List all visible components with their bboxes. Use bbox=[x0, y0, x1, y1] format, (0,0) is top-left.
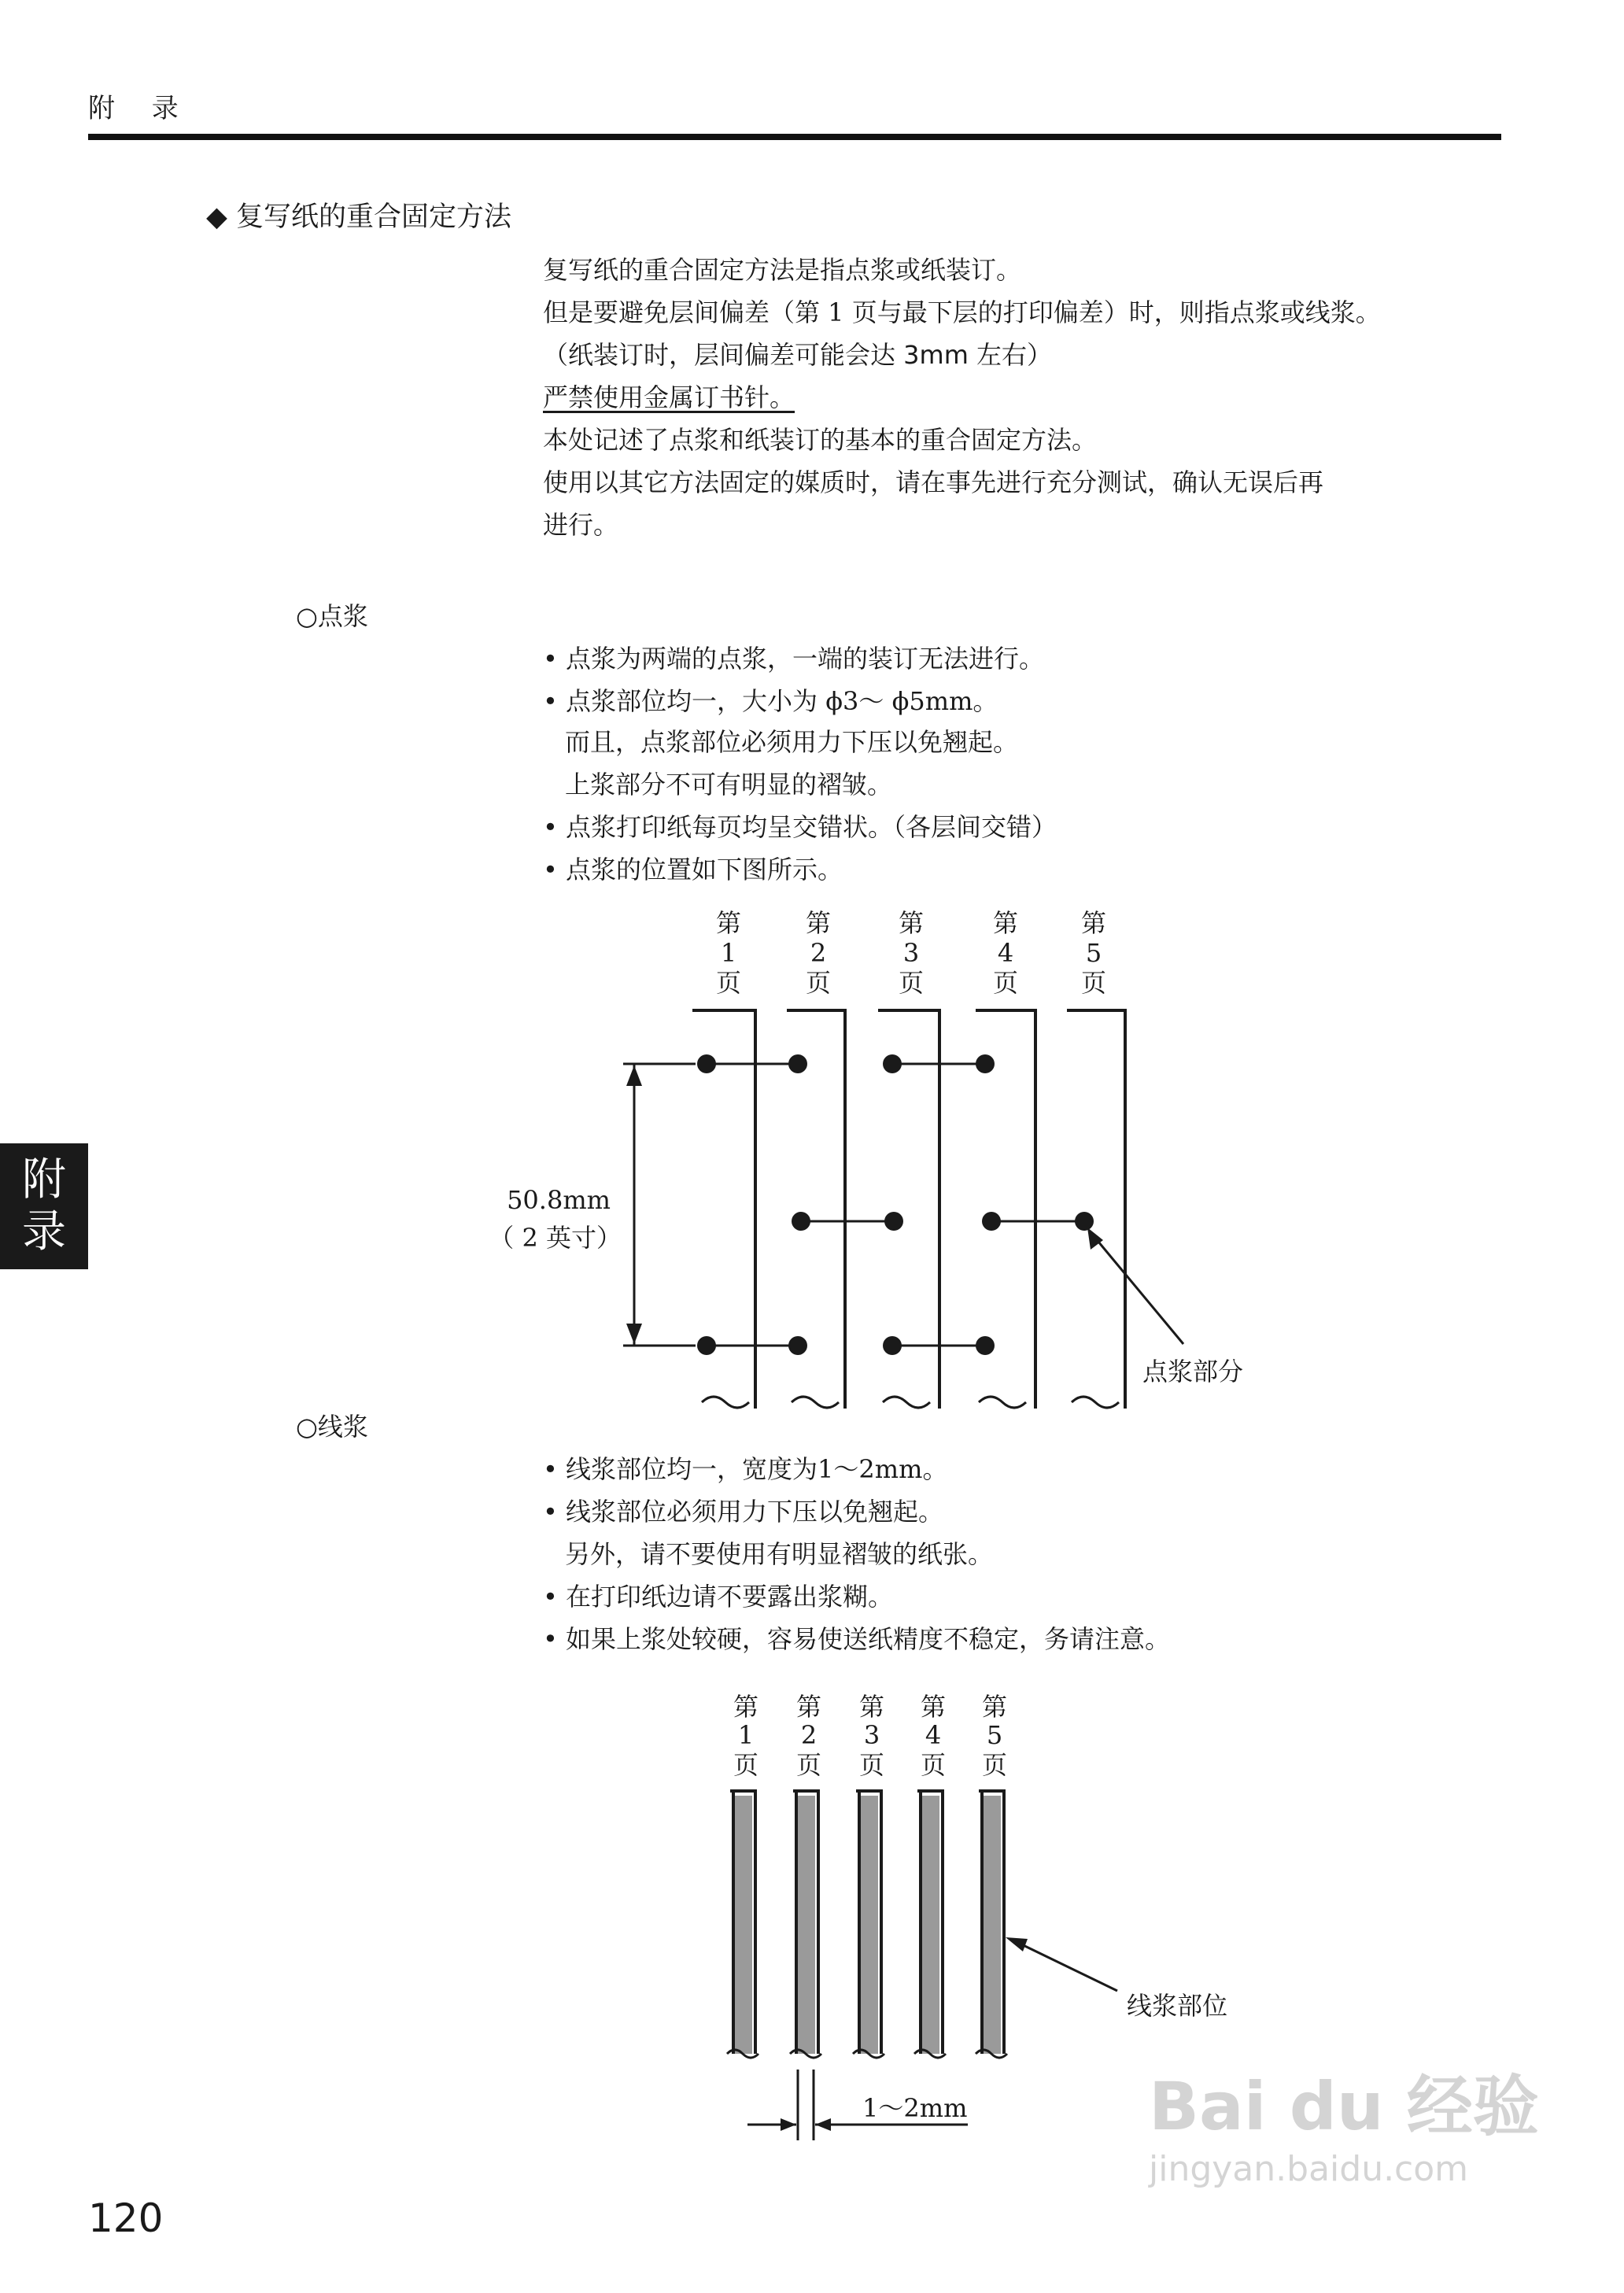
line-callout-label: 线浆部位 bbox=[1127, 1991, 1228, 2021]
line-page-label-2-unit: 页 bbox=[795, 1750, 822, 1780]
dot-page-label-4-char: 第 bbox=[992, 908, 1019, 938]
width-label: 1～2mm bbox=[862, 2093, 968, 2123]
glue-strip bbox=[859, 1796, 878, 2054]
line-page-label-2-num: 2 bbox=[800, 1720, 818, 1750]
dot-glue-bullet-2-cont-1: 而且，点浆部位必须用力下压以免翘起。 bbox=[565, 727, 1019, 757]
dot-page-label-2-char: 第 bbox=[805, 908, 832, 938]
line-page-label-4-num: 4 bbox=[925, 1720, 942, 1750]
dot-page-label-3-char: 第 bbox=[898, 908, 925, 938]
line-page-label-1-num: 1 bbox=[737, 1720, 755, 1750]
page-number: 120 bbox=[88, 2195, 164, 2241]
running-header: 附 录 bbox=[88, 93, 193, 124]
intro-line-7: 进行。 bbox=[543, 510, 619, 540]
line-page-label-4-unit: 页 bbox=[920, 1750, 947, 1780]
glue-strip bbox=[982, 1796, 1001, 2054]
intro-line-1: 复写纸的重合固定方法是指点浆或纸装订。 bbox=[543, 255, 1022, 285]
dot-glue-heading: ○点浆 bbox=[296, 601, 368, 631]
line-page-label-3-unit: 页 bbox=[858, 1750, 885, 1780]
line-page-label-5-num: 5 bbox=[986, 1720, 1003, 1750]
line-page-label-1-char: 第 bbox=[733, 1692, 759, 1722]
intro-warning: 严禁使用金属订书针。 bbox=[543, 382, 795, 412]
width-arrow-right bbox=[815, 2118, 831, 2131]
line-page-label-5-unit: 页 bbox=[981, 1750, 1008, 1780]
line-page-label-4-char: 第 bbox=[920, 1692, 947, 1722]
width-arrow-left bbox=[781, 2118, 796, 2131]
dot-page-label-5-char: 第 bbox=[1080, 908, 1107, 938]
side-tab-line-2: 录 bbox=[22, 1206, 66, 1257]
dot-callout-label: 点浆部分 bbox=[1142, 1357, 1244, 1387]
dot-page-label-5-num: 5 bbox=[1085, 938, 1102, 968]
glue-strip bbox=[733, 1796, 752, 2054]
line-glue-sheets bbox=[733, 1796, 1001, 2054]
intro-line-3: （纸装订时，层间偏差可能会达 3mm 左右） bbox=[543, 340, 1053, 370]
intro-line-6: 使用以其它方法固定的媒质时，请在事先进行充分测试，确认无误后再 bbox=[543, 467, 1324, 497]
line-page-label-3-char: 第 bbox=[858, 1692, 885, 1722]
dot-page-label-1-num: 1 bbox=[720, 938, 737, 968]
dot-page-label-2-unit: 页 bbox=[805, 968, 832, 998]
dot-page-label-2-num: 2 bbox=[810, 938, 827, 968]
side-tab bbox=[0, 1143, 88, 1269]
line-callout-leader bbox=[1013, 1940, 1117, 1991]
watermark-url: jingyan.baidu.com bbox=[1149, 2149, 1469, 2189]
intro-line-5: 本处记述了点浆和纸装订的基本的重合固定方法。 bbox=[543, 425, 1098, 455]
line-page-label-2-char: 第 bbox=[795, 1692, 822, 1722]
dot-glue-bullet-2-cont-2: 上浆部分不可有明显的褶皱。 bbox=[565, 770, 893, 799]
dimension-value: 50.8mm bbox=[507, 1185, 611, 1215]
dot-glue-bullet-2: • 点浆部位均一，大小为 ϕ3～ ϕ5mm。 bbox=[543, 686, 998, 716]
section-title: ◆ 复写纸的重合固定方法 bbox=[206, 201, 512, 233]
dot-page-label-3-unit: 页 bbox=[898, 968, 925, 998]
line-page-label-1-unit: 页 bbox=[733, 1750, 759, 1780]
side-tab-line-1: 附 bbox=[22, 1154, 66, 1206]
dot-page-label-4-num: 4 bbox=[997, 938, 1014, 968]
dot-glue-bullet-3: • 点浆打印纸每页均呈交错状。（各层间交错） bbox=[543, 812, 1057, 842]
dot-page-label-1-char: 第 bbox=[715, 908, 742, 938]
dot-glue-bullet-1: • 点浆为两端的点浆，一端的装订无法进行。 bbox=[543, 644, 1045, 674]
dimension-inch: （ 2 英寸） bbox=[489, 1223, 622, 1253]
line-glue-bullet-4: • 如果上浆处较硬，容易使送纸精度不稳定，务请注意。 bbox=[543, 1624, 1171, 1654]
watermark bbox=[1149, 2054, 1539, 2189]
glue-strip bbox=[921, 1796, 939, 2054]
line-glue-bullet-1: • 线浆部位均一，宽度为1～2mm。 bbox=[543, 1454, 948, 1484]
line-page-label-3-num: 3 bbox=[863, 1720, 880, 1750]
line-glue-bullet-2: • 线浆部位必须用力下压以免翘起。 bbox=[543, 1497, 944, 1527]
line-glue-heading: ○线浆 bbox=[296, 1412, 368, 1442]
dot-page-label-5-unit: 页 bbox=[1080, 968, 1107, 998]
line-callout-arrowhead bbox=[1006, 1937, 1028, 1951]
dot-page-label-4-unit: 页 bbox=[992, 968, 1019, 998]
line-glue-bullet-3: • 在打印纸边请不要露出浆糊。 bbox=[543, 1582, 894, 1612]
line-glue-bullet-2-cont: 另外，请不要使用有明显褶皱的纸张。 bbox=[565, 1539, 994, 1569]
glue-strip bbox=[796, 1796, 815, 2054]
dot-glue-bullet-4: • 点浆的位置如下图所示。 bbox=[543, 855, 843, 884]
intro-line-2: 但是要避免层间偏差（第 1 页与最下层的打印偏差）时，则指点浆或线浆。 bbox=[543, 297, 1381, 327]
dot-page-label-3-num: 3 bbox=[902, 938, 920, 968]
watermark-brand: Bai du 经验 bbox=[1149, 2068, 1539, 2145]
dot-page-label-1-unit: 页 bbox=[715, 968, 742, 998]
line-page-label-5-char: 第 bbox=[981, 1692, 1008, 1722]
